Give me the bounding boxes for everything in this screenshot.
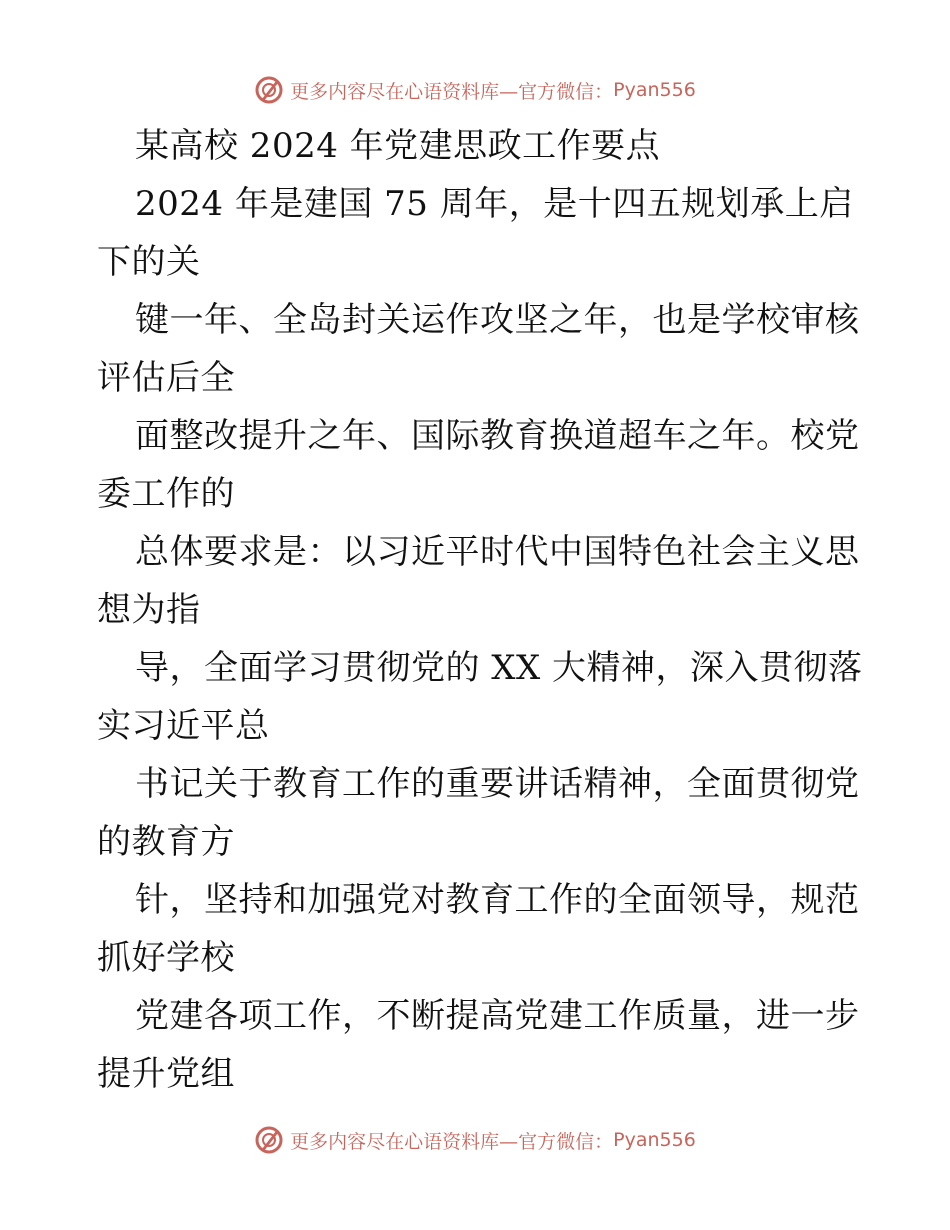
paragraph-line: 导，全面学习贯彻党的 XX 大精神，深入贯彻落 (135, 648, 863, 688)
pen-nib-circle-icon (254, 75, 284, 105)
footer-watermark-text: 更多内容尽在心语资料库—官方微信： (290, 1130, 614, 1153)
paragraph-line: 键一年、全岛封关运作攻坚之年，也是学校审核 (135, 300, 860, 340)
paragraph-line: 评估后全 (97, 358, 235, 398)
header-watermark-text: 更多内容尽在心语资料库—官方微信： (290, 80, 614, 103)
document-title: 某高校 2024 年党建思政工作要点 (135, 126, 661, 166)
paragraph-line: 2024 年是建国 75 周年，是十四五规划承上启 (135, 184, 854, 224)
footer-watermark (0, 1120, 950, 1160)
paragraph-line: 针，坚持和加强党对教育工作的全面领导，规范 (135, 880, 860, 920)
header-watermark (0, 70, 950, 110)
pen-nib-circle-icon (254, 1125, 284, 1155)
paragraph-line: 党建各项工作，不断提高党建工作质量，进一步 (135, 996, 860, 1036)
paragraph-line: 的教育方 (97, 822, 235, 862)
paragraph-line: 抓好学校 (97, 938, 235, 978)
footer-wechat-id: Pyan556 (613, 1129, 696, 1151)
paragraph-line: 委工作的 (97, 474, 235, 514)
paragraph-line: 下的关 (97, 242, 201, 282)
paragraph-line: 总体要求是：以习近平时代中国特色社会主义思 (135, 532, 860, 572)
paragraph-line: 想为指 (97, 590, 201, 630)
paragraph-line: 书记关于教育工作的重要讲话精神，全面贯彻党 (135, 764, 860, 804)
paragraph-line: 面整改提升之年、国际教育换道超车之年。校党 (135, 416, 860, 456)
header-wechat-id: Pyan556 (613, 79, 696, 101)
document-body (97, 117, 863, 1103)
paragraph-line: 实习近平总 (97, 706, 270, 746)
paragraph-line: 提升党组 (97, 1054, 235, 1094)
